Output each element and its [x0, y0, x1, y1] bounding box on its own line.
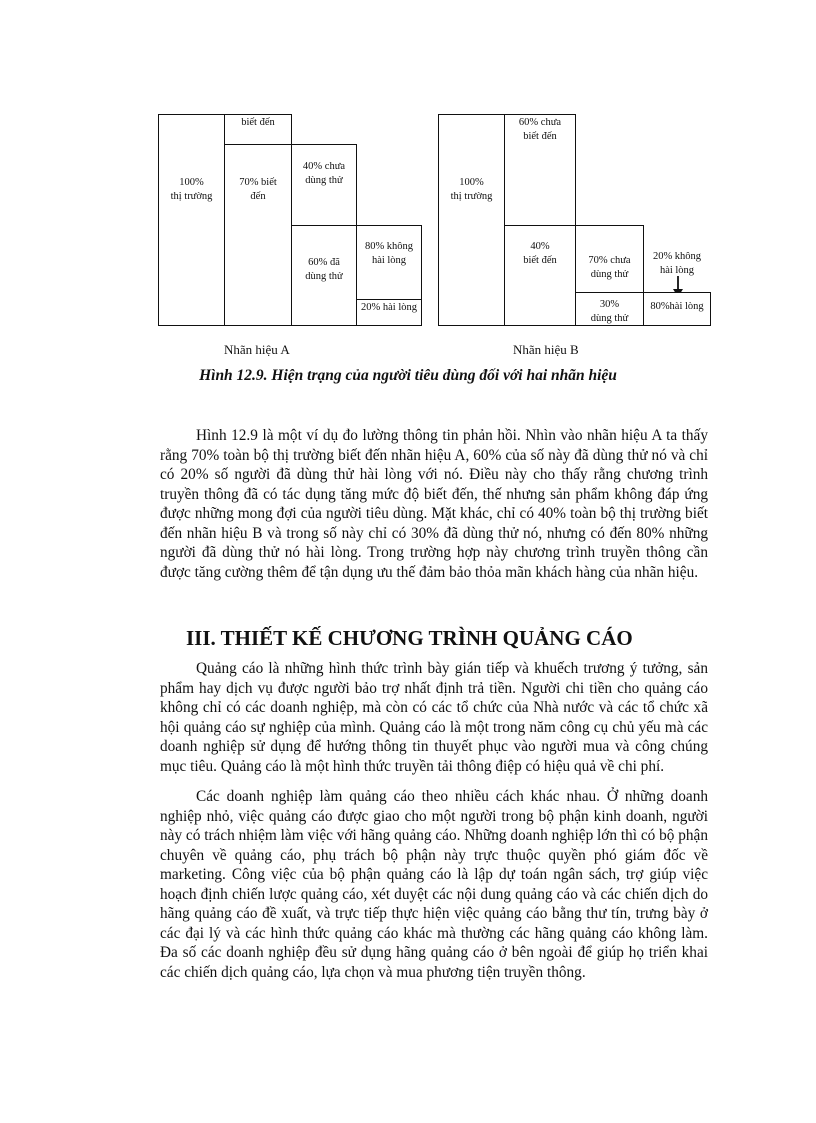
brand-b-title: Nhãn hiệu B [513, 342, 579, 357]
a-aware-box [224, 144, 292, 326]
b-satisfied-label: 80%hài lòng [650, 301, 704, 312]
paragraph-block-2 [160, 659, 708, 993]
figure-12-9 [0, 0, 816, 360]
brand-a-title: Nhãn hiệu A [224, 342, 290, 357]
b-unsatisfied-label: 20% không hài lòng [652, 251, 702, 276]
paragraph-advertising-organization: Các doanh nghiệp làm quảng cáo theo nhiều cách khác nhau. Ở những doanh nghiệp nhỏ, việc quảng cáo được giao cho một người trong bộ phận kinh doanh, người này có trách nhiệm làm việc với hãng quảng cáo. Những doanh nghiệp lớn thì có bộ phận chuyên về quảng cáo, phụ trách bộ phận này trực thuộc quyền phó giám đốc về marketing. Công việc của bộ phận quảng cáo là lập dự toán ngân sách, trợ giúp việc hoạch định chiến lược quảng cáo, xét duyệt các nội dung quảng cáo và các chiến dịch do hãng quảng cáo đề xuất, và trực tiếp thực hiện việc quảng cáo bằng thư tín, trưng bày ở các đại lý và các hình thức quảng cáo khác mà thường các hãng quảng cáo không làm. Đa số các doanh nghiệp đều sử dụng hãng quảng cáo ở bên ngoài để giúp họ triển khai các chiến dịch quảng cáo, lựa chọn và mua phương tiện truyền thông. [160, 788, 708, 981]
a-satisfied-label: 20% hài lòng [361, 302, 417, 313]
paragraph-block-1 [160, 426, 708, 593]
a-market-box [158, 114, 225, 326]
b-tried-label: 30% dùng thử [590, 299, 629, 324]
b-market-label: 100% thị trường [450, 177, 493, 202]
b-not-tried-label: 70% chưa dùng thử [588, 255, 631, 280]
a-market-label: 100% thị trường [170, 177, 213, 202]
section-heading: III. THIẾT KẾ CHƯƠNG TRÌNH QUẢNG CÁO [186, 626, 633, 650]
paragraph-feedback: Hình 12.9 là một ví dụ đo lường thông tin phản hồi. Nhìn vào nhãn hiệu A ta thấy rằng 70% toàn bộ thị trường biết đến nhãn hiệu A, 60% của số này đã dùng thử nó và chỉ có 20% số người đã dùng thử hài lòng với nó. Điều này cho thấy rằng chương trình truyền thông đã có tác dụng tăng mức độ biết đến, thế nhưng sản phẩm không đáp ứng được những mong đợi của người tiêu dùng. Mặt khác, chỉ có 40% toàn bộ thị trường biết đến nhãn hiệu B và trong số này chỉ có 30% đã dùng thử nó, nhưng có đến 80% những người đã dùng thử nó hài lòng. Trong trường hợp này chương trình truyền thông cần được tăng cường thêm để tận dụng ưu thế đảm bảo thỏa mãn khách hàng của nhãn hiệu. [160, 427, 708, 581]
a-aware-top-label: biết đến [241, 117, 275, 128]
b-aware-label: 40% biết đến [523, 241, 557, 266]
b-not-aware-label: 60% chưa biết đến [518, 117, 562, 142]
paragraph-advertising-definition: Quảng cáo là những hình thức trình bày gián tiếp và khuếch trương ý tưởng, sản phẩm hay dịch vụ được người bảo trợ nhất định trả tiền. Người chi tiền cho quảng cáo không chỉ có các doanh nghiệp, mà còn có các tổ chức của Nhà nước và các tổ chức xã hội quảng cáo sự nghiệp của mình. Quảng cáo là một trong năm công cụ chủ yếu mà các doanh nghiệp sử dụng để hướng thông tin thuyết phục vào người mua và công chúng mục tiêu. Quảng cáo là một hình thức truyền tải thông điệp có hiệu quả về chi phí. [160, 660, 708, 775]
a-not-tried-label: 40% chưa dùng thử [302, 161, 346, 186]
a-tried-label: 60% đã dùng thử [305, 257, 343, 282]
a-aware-label: 70% biết đến [239, 177, 277, 202]
b-market-box [438, 114, 505, 326]
figure-caption: Hình 12.9. Hiện trạng của người tiêu dùng đối với hai nhãn hiệu [199, 367, 617, 384]
a-unsatisfied-label: 80% không hài lòng [364, 241, 414, 266]
